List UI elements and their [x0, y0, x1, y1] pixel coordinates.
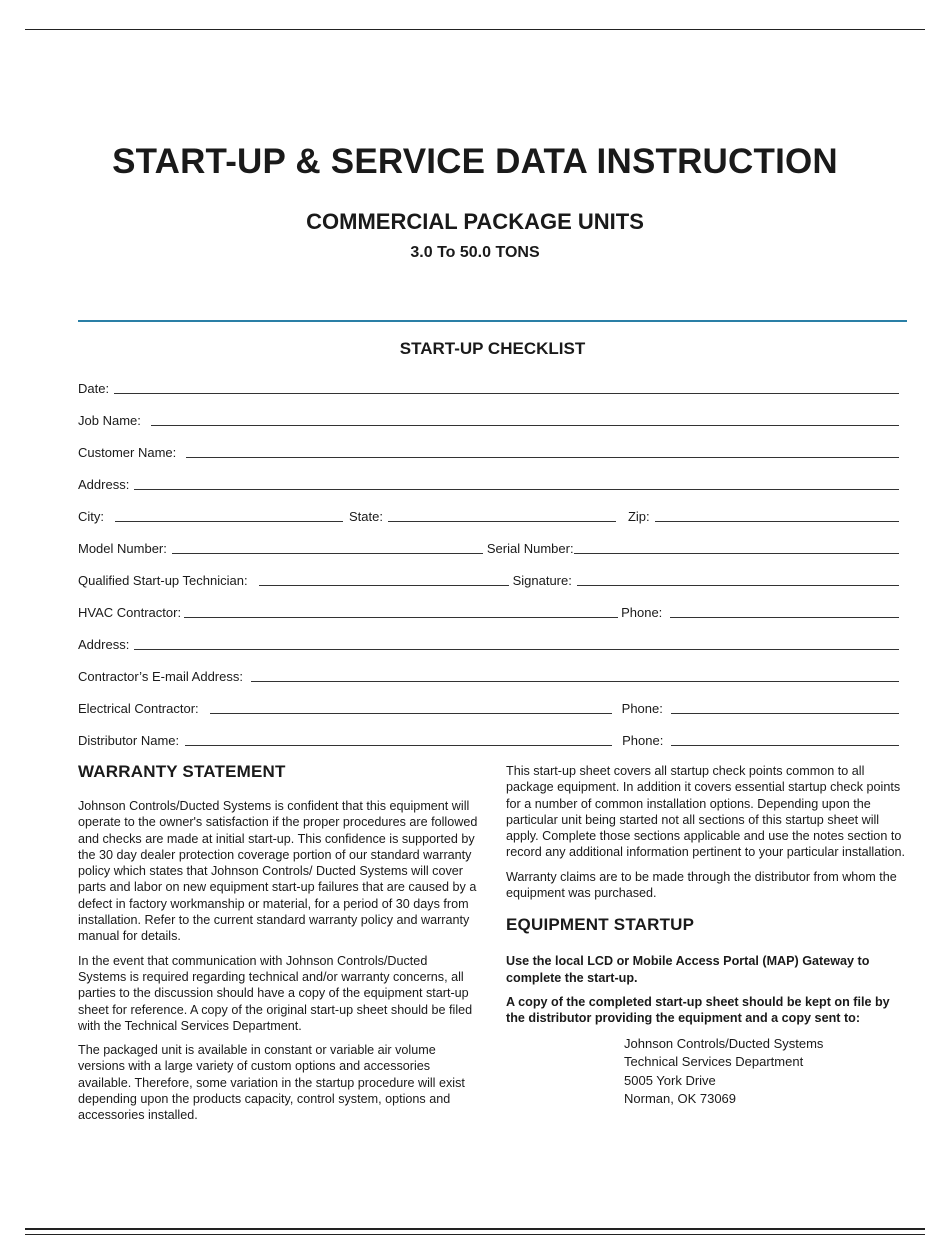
intro-and-equipment-section	[506, 763, 906, 1109]
contractor-email-label: Contractor’s E-mail Address:	[78, 669, 243, 684]
city-field[interactable]	[115, 521, 343, 522]
bottom-rule	[25, 1228, 925, 1230]
job-name-label: Job Name:	[78, 413, 141, 428]
contractor-address-label: Address:	[78, 637, 130, 652]
electrical-contractor-label: Electrical Contractor:	[78, 701, 199, 716]
hvac-phone-field[interactable]	[670, 617, 899, 618]
intro-paragraph: This start-up sheet covers all startup check points common to all package equipment. In addition it covers essential startup check points for a number of common installation options. Depending upon the particular unit being started not all sections of this startup sheet will apply. Complete those sections applicable and use the notes section to record any additional information pertinent to your particular installation.	[506, 764, 906, 860]
mailing-address	[624, 1035, 906, 1109]
equipment-instruction: A copy of the completed start-up sheet should be kept on file by the distributor providing the equipment and a copy sent to:	[506, 994, 890, 1026]
job-name-field[interactable]	[151, 425, 899, 426]
technician-label: Qualified Start-up Technician:	[78, 573, 248, 588]
electrical-phone-label: Phone:	[621, 701, 663, 716]
address-line: 5005 York Drive	[624, 1072, 716, 1088]
row-city-state-zip	[78, 493, 899, 525]
distributor-phone-field[interactable]	[671, 745, 899, 746]
document-title: START-UP & SERVICE DATA INSTRUCTION	[112, 142, 838, 181]
hvac-phone-label: Phone:	[621, 605, 663, 620]
warranty-paragraph: The packaged unit is available in constant or variable air volume versions with a large variety of custom options and accessories available. Therefore, some variation in the startup procedure will exist depending upon the products capacity, control system, options and accessories installed.	[78, 1043, 465, 1123]
customer-name-field[interactable]	[186, 457, 899, 458]
top-rule	[25, 29, 925, 30]
contractor-address-field[interactable]	[134, 649, 899, 650]
model-number-label: Model Number:	[78, 541, 167, 556]
hvac-contractor-field[interactable]	[184, 617, 618, 618]
state-label: State:	[349, 509, 383, 524]
warranty-paragraph: In the event that communication with Johnson Controls/Ducted Systems is required regarding technical and/or warranty concerns, all parties to the discussion should have a copy of the equipment start-up sheet for reference. A copy of the original start-up sheet should be filed with the Technical Services Department.	[78, 953, 473, 1033]
distributor-phone-label: Phone:	[622, 733, 664, 748]
electrical-contractor-field[interactable]	[210, 713, 612, 714]
row-customer-name	[78, 429, 899, 461]
distributor-name-field[interactable]	[185, 745, 612, 746]
row-distributor-name	[78, 717, 899, 749]
warranty-heading: WARRANTY STATEMENT	[78, 762, 286, 781]
warranty-paragraph: Johnson Controls/Ducted Systems is confident that this equipment will operate to the owner's satisfaction if the proper procedures are followed and checks are made at initial start-up. This confidence is supported by the 30 day dealer protection coverage portion of our standard warranty policy which states that Johnson Controls/ Ducted Systems will cover parts and labor on new equipment start-up failures that are caused by a defect in factory workmanship or material, for a period of 30 days from installation. Refer to the current standard warranty policy and warranty manual for details.	[78, 799, 478, 944]
electrical-phone-field[interactable]	[671, 713, 899, 714]
row-technician-signature	[78, 557, 899, 589]
row-date	[78, 365, 899, 397]
address-line: Johnson Controls/Ducted Systems	[624, 1035, 824, 1051]
row-contractor-email	[78, 653, 899, 685]
checklist-title: START-UP CHECKLIST	[399, 339, 586, 358]
equipment-startup-heading: EQUIPMENT STARTUP	[506, 915, 695, 935]
serial-number-label: Serial Number:	[486, 541, 574, 556]
row-electrical-contractor	[78, 685, 899, 717]
zip-label: Zip:	[627, 509, 650, 524]
signature-label: Signature:	[512, 573, 572, 588]
address-field[interactable]	[134, 489, 899, 490]
warranty-section	[78, 762, 478, 1132]
accent-divider	[78, 320, 907, 322]
tonnage-range: 3.0 To 50.0 TONS	[410, 244, 540, 261]
document-subtitle: COMMERCIAL PACKAGE UNITS	[306, 209, 644, 234]
equipment-instruction: Use the local LCD or Mobile Access Portal (MAP) Gateway to complete the start-up.	[506, 954, 870, 985]
intro-paragraph: Warranty claims are to be made through the distributor from whom the equipment was purchased.	[506, 869, 897, 901]
row-job-name	[78, 397, 899, 429]
contractor-email-field[interactable]	[251, 681, 899, 682]
address-line: Technical Services Department	[624, 1054, 804, 1070]
row-address	[78, 461, 899, 493]
model-number-field[interactable]	[172, 553, 483, 554]
bottom-rule-thin	[25, 1234, 925, 1235]
address-line: Norman, OK 73069	[624, 1091, 737, 1107]
address-label: Address:	[78, 477, 130, 492]
hvac-contractor-label: HVAC Contractor:	[78, 605, 182, 620]
distributor-name-label: Distributor Name:	[78, 733, 180, 748]
row-contractor-address	[78, 621, 899, 653]
state-field[interactable]	[388, 521, 616, 522]
date-field[interactable]	[114, 393, 899, 394]
serial-number-field[interactable]	[574, 553, 899, 554]
zip-field[interactable]	[655, 521, 899, 522]
customer-name-label: Customer Name:	[78, 445, 177, 460]
row-model-serial	[78, 525, 899, 557]
city-label: City:	[78, 509, 104, 524]
date-label: Date:	[78, 381, 110, 396]
technician-field[interactable]	[259, 585, 509, 586]
row-hvac-contractor	[78, 589, 899, 621]
startup-checklist-form	[78, 365, 899, 749]
signature-field[interactable]	[577, 585, 899, 586]
